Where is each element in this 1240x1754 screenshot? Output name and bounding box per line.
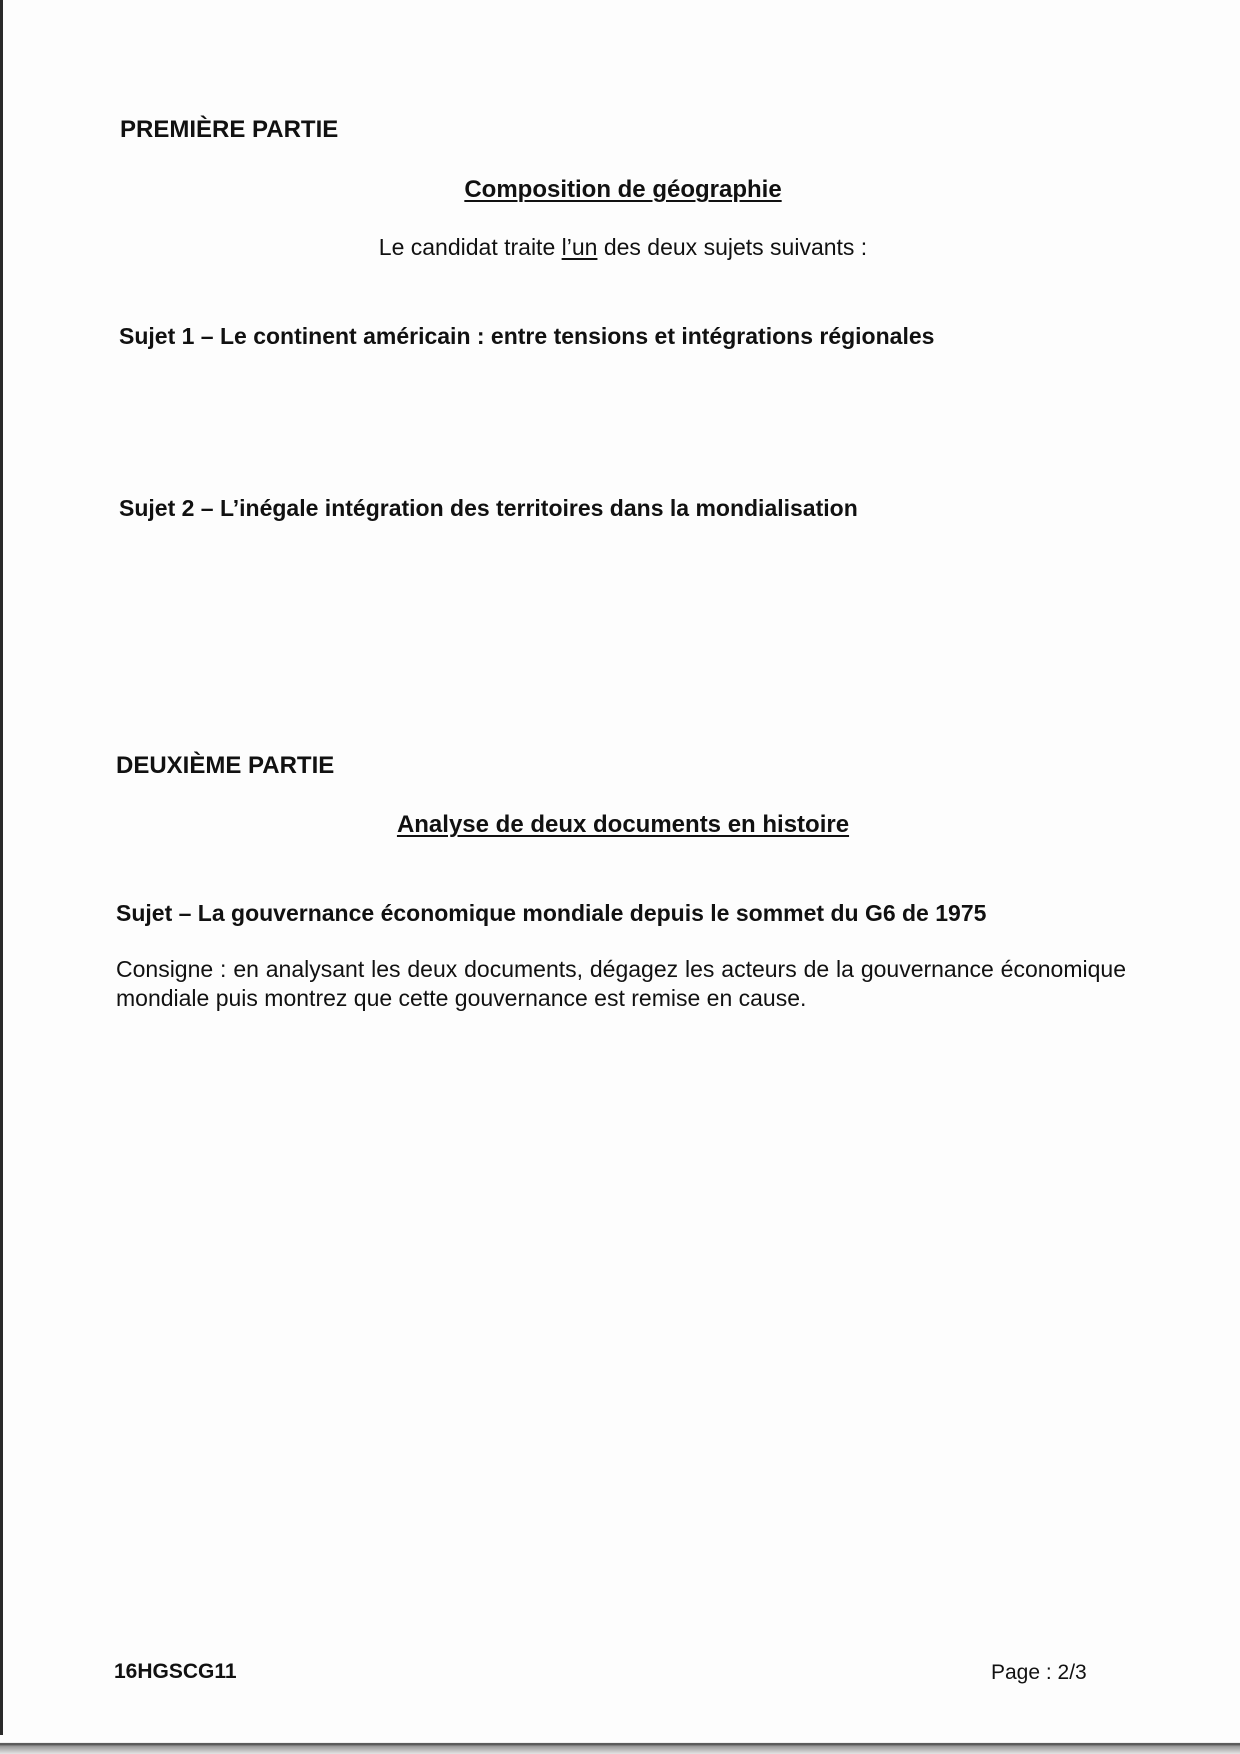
scan-left-edge (0, 0, 3, 1754)
footer-code: 16HGSCG11 (114, 1660, 237, 1683)
part1-section-title (0, 176, 1240, 204)
part1-subject1: Sujet 1 – Le continent américain : entre tensions et intégrations régionales (119, 323, 935, 349)
part1-intro (0, 234, 1240, 261)
scan-bottom-edge (0, 1735, 1240, 1754)
part2-section-title-text: Analyse de deux documents en histoire (396, 811, 850, 838)
part1-heading: PREMIÈRE PARTIE (120, 116, 339, 143)
part2-subject: Sujet – La gouvernance économique mondiale depuis le sommet du G6 de 1975 (116, 900, 987, 926)
intro-after: des deux sujets suivants : (597, 234, 868, 260)
part1-subject2: Sujet 2 – L’inégale intégration des territoires dans la mondialisation (119, 495, 858, 521)
intro-emphasis: l’un (561, 234, 598, 260)
footer-page-number: Page : 2/3 (991, 1661, 1087, 1684)
part1-section-title-text: Composition de géographie (464, 176, 782, 203)
part2-heading: DEUXIÈME PARTIE (116, 752, 335, 779)
intro-before: Le candidat traite (378, 234, 562, 260)
part2-section-title (0, 811, 1240, 839)
part2-instruction: Consigne : en analysant les deux documents, dégagez les acteurs de la gouvernance économique mondiale puis montrez que cette gouvernance est remise en cause. (116, 956, 1126, 1011)
